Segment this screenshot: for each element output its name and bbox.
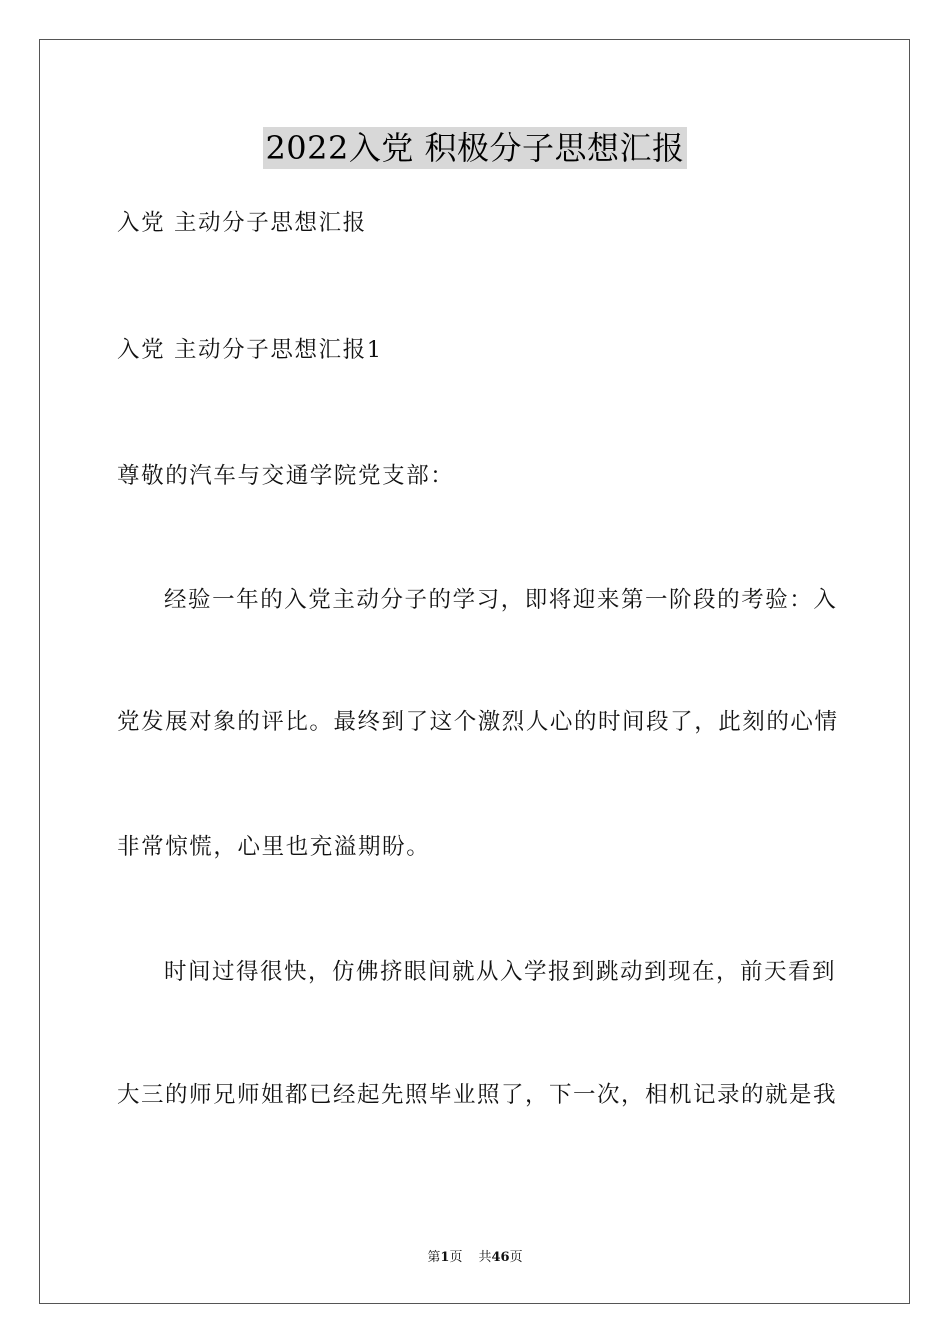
paragraph-2-line-2: 大三的师兄师姐都已经起先照毕业照了，下一次，相机记录的就是我 [117, 1082, 838, 1108]
total-pages: 46 [491, 1250, 510, 1265]
paragraph-1-line-1: 经验一年的入党主动分子的学习，即将迎来第一阶段的考验：入 [164, 587, 838, 613]
page-footer [0, 1249, 950, 1267]
total-prefix: 共 [478, 1250, 492, 1265]
page-suffix: 页 [449, 1250, 463, 1265]
salutation: 尊敬的汽车与交通学院党支部： [117, 463, 455, 489]
paragraph-2-line-1: 时间过得很快，仿佛挤眼间就从入学报到跳动到现在，前天看到 [164, 959, 837, 985]
title-container [0, 127, 950, 169]
document-title: 2022入党 积极分子思想汇报 [265, 129, 685, 167]
total-suffix: 页 [509, 1250, 523, 1265]
paragraph-1-line-2: 党发展对象的评比。最终到了这个激烈人心的时间段了，此刻的心情 [117, 709, 839, 735]
subtitle-line: 入党 主动分子思想汇报 [117, 210, 367, 236]
paragraph-1-line-3: 非常惊慌，心里也充溢期盼。 [117, 834, 431, 860]
page-number: 1 [440, 1250, 450, 1265]
page-prefix: 第 [427, 1250, 441, 1265]
section-heading: 入党 主动分子思想汇报1 [117, 337, 383, 363]
